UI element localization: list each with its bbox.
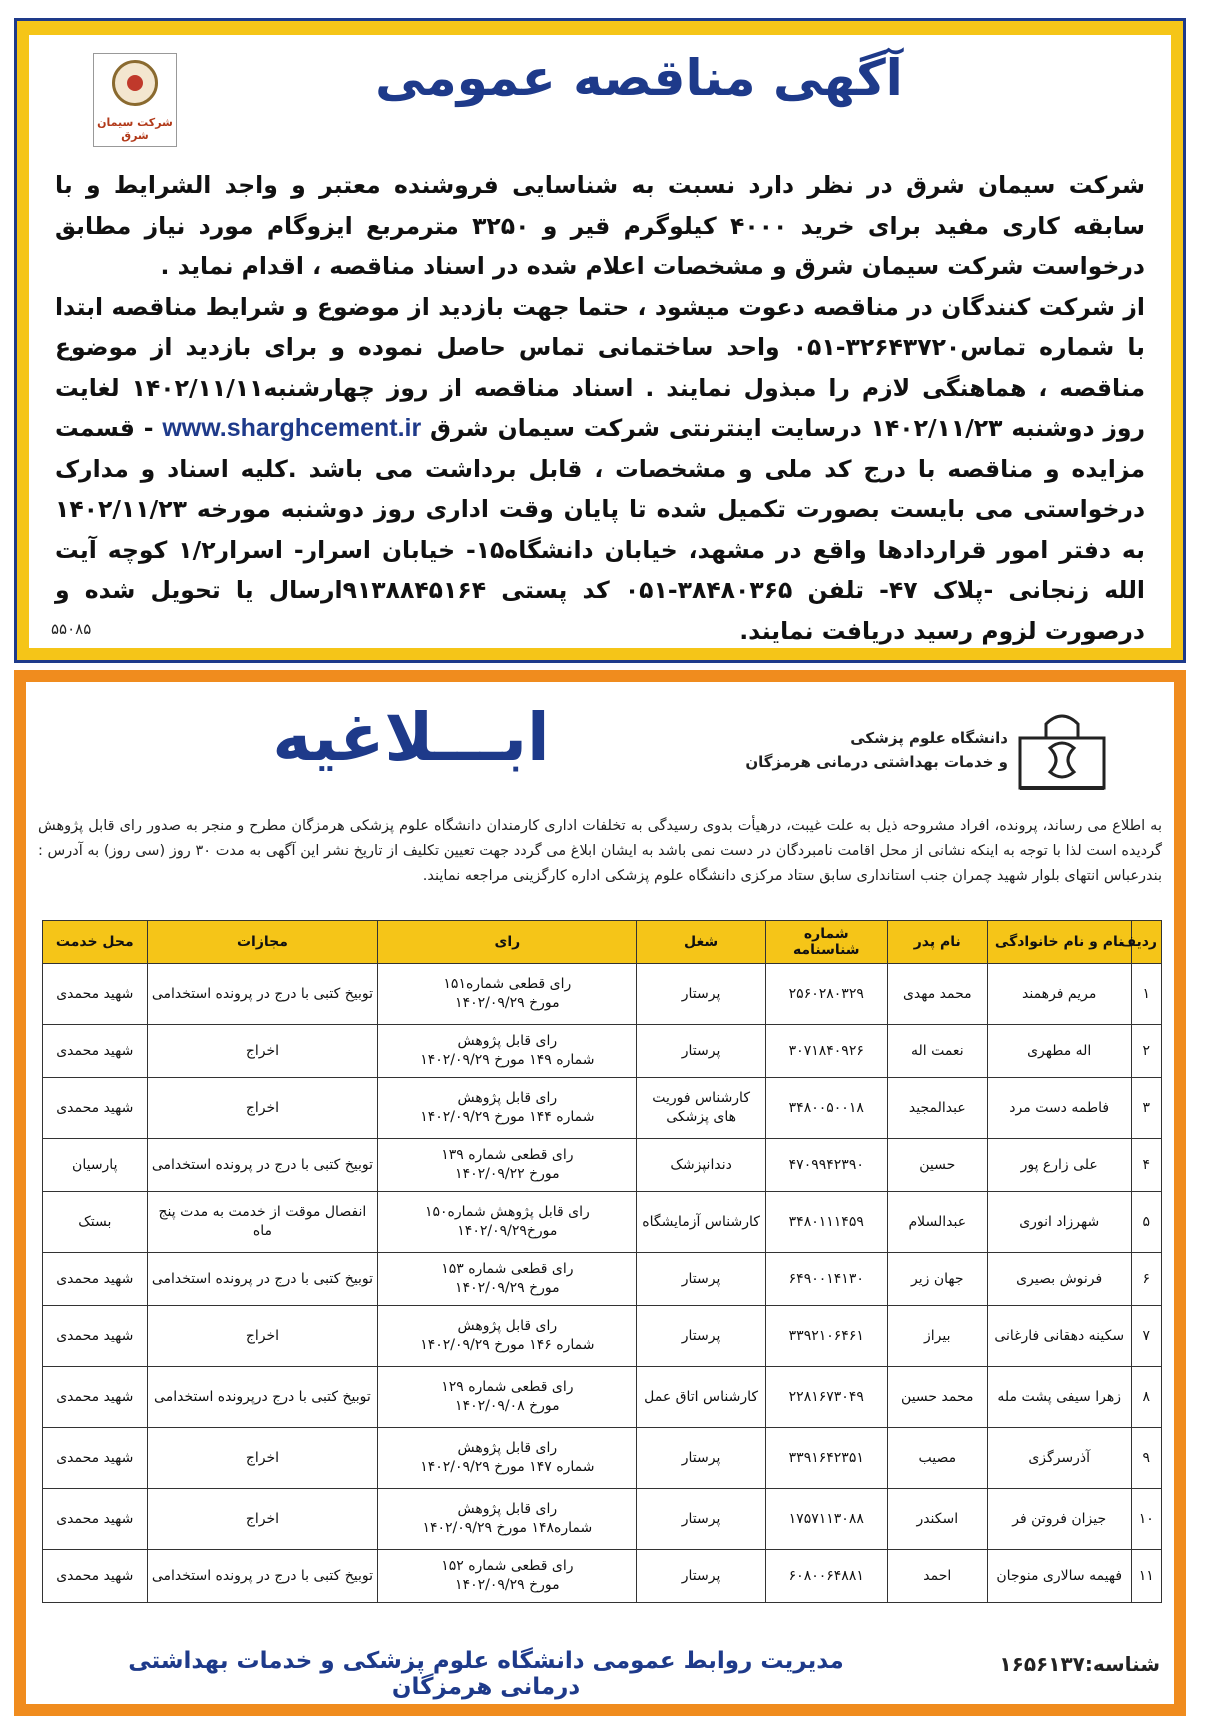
cell-name: علی زارع پور bbox=[987, 1139, 1131, 1192]
tender-paragraph-2b: - قسمت مزایده و مناقصه با درج کد ملی و مشخصات ، قابل برداشت می باشد .کلیه اسناد و مدارک درخواستی می بایست بصورت تکمیل شده تا پایان وقت اداری روز دوشنبه مورخه ۱۴۰۲/۱۱/۲۳ به دفتر امور قراردادها واقع در مشهد، خیابان دانشگاه۱۵- خیابان اسرار- اسرار۱/۲ کوچه آیت الله زنجانی -پلاک ۴۷- تلفن ۳۸۴۸۰۳۶۵-۰۵۱ کد پستی ۹۱۳۸۸۴۵۱۶۴ارسال یا تحویل شده و درصورت لزوم رسید دریافت نمایند. bbox=[55, 414, 1145, 645]
cell-row-number: ۱۱ bbox=[1131, 1550, 1161, 1603]
cell-row-number: ۵ bbox=[1131, 1192, 1161, 1253]
cell-place: شهید محمدی bbox=[43, 1489, 148, 1550]
table-header-row bbox=[43, 921, 1162, 964]
cell-id-number: ۱۷۵۷۱۱۳۰۸۸ bbox=[765, 1489, 887, 1550]
cell-penalty: اخراج bbox=[147, 1078, 378, 1139]
university-name-line2: و خدمات بهداشتی درمانی هرمزگان bbox=[745, 753, 1008, 771]
cell-name: اله مطهری bbox=[987, 1025, 1131, 1078]
cell-verdict bbox=[378, 1139, 637, 1192]
university-emblem-icon bbox=[1016, 708, 1108, 792]
disciplinary-table bbox=[42, 920, 1162, 1603]
verdict-line: شماره ۱۴۷ مورخ ۱۴۰۲/۰۹/۲۹ bbox=[420, 1459, 595, 1475]
cell-name: شهرزاد انوری bbox=[987, 1192, 1131, 1253]
cell-verdict bbox=[378, 964, 637, 1025]
cell-father: جهان زیر bbox=[887, 1253, 987, 1306]
notification-panel bbox=[26, 682, 1174, 1704]
cell-penalty: توبیخ کتبی با درج در پرونده استخدامی bbox=[147, 1550, 378, 1603]
notification-header bbox=[26, 682, 1174, 804]
verdict-line: رای قابل پژوهش bbox=[457, 1318, 558, 1334]
cell-name: آذرسرگزی bbox=[987, 1428, 1131, 1489]
cell-id-number: ۶۰۸۰۰۶۴۸۸۱ bbox=[765, 1550, 887, 1603]
cell-name: سکینه دهقانی فارغانی bbox=[987, 1306, 1131, 1367]
cell-job: پرستار bbox=[637, 1253, 765, 1306]
cell-id-number: ۳۰۷۱۸۴۰۹۲۶ bbox=[765, 1025, 887, 1078]
header-id-number: شماره شناسنامه bbox=[765, 921, 887, 964]
cell-place: شهید محمدی bbox=[43, 1428, 148, 1489]
tender-body bbox=[55, 165, 1145, 651]
cell-verdict bbox=[378, 1192, 637, 1253]
cell-job: پرستار bbox=[637, 964, 765, 1025]
cell-row-number: ۳ bbox=[1131, 1078, 1161, 1139]
header-job: شغل bbox=[637, 921, 765, 964]
tender-paragraph-2a: از شرکت کنندگان در مناقصه دعوت میشود ، حتما جهت بازدید از موضوع و شرایط مناقصه ابتدا با شماره تماس۳۲۶۴۳۷۲۰-۰۵۱ واحد ساختمانی تماس حاصل نموده و برای بازدید از موضوع مناقصه ، هماهنگی لازم را مبذول نمایند . اسناد مناقصه از روز چهارشنبه۱۴۰۲/۱۱/۱۱ لغایت روز دوشنبه ۱۴۰۲/۱۱/۲۳ درسایت اینترنتی شرکت سیمان شرق bbox=[55, 292, 1146, 442]
cell-name: جیزان فروتن فر bbox=[987, 1489, 1131, 1550]
cell-name: فهیمه سالاری منوجان bbox=[987, 1550, 1131, 1603]
verdict-line: مورخ ۱۴۰۲/۰۹/۲۹ bbox=[455, 1577, 560, 1593]
cell-verdict bbox=[378, 1428, 637, 1489]
verdict-line: رای قابل پژوهش bbox=[457, 1033, 558, 1049]
cell-father: محمد حسین bbox=[887, 1367, 987, 1428]
tender-notice bbox=[14, 18, 1186, 663]
cell-verdict bbox=[378, 1253, 637, 1306]
cell-place: شهید محمدی bbox=[43, 1367, 148, 1428]
cell-verdict bbox=[378, 1550, 637, 1603]
cell-penalty: اخراج bbox=[147, 1428, 378, 1489]
cell-place: شهید محمدی bbox=[43, 1078, 148, 1139]
cell-name: فاطمه دست مرد bbox=[987, 1078, 1131, 1139]
cell-verdict bbox=[378, 1078, 637, 1139]
cell-father: مصیب bbox=[887, 1428, 987, 1489]
cell-job: دندانپزشک bbox=[637, 1139, 765, 1192]
cell-row-number: ۴ bbox=[1131, 1139, 1161, 1192]
cell-place: شهید محمدی bbox=[43, 1306, 148, 1367]
cell-penalty: توبیخ کتبی با درج درپرونده استخدامی bbox=[147, 1367, 378, 1428]
cell-place: شهید محمدی bbox=[43, 1253, 148, 1306]
cell-father: محمد مهدی bbox=[887, 964, 987, 1025]
cell-id-number: ۳۴۸۰۰۵۰۰۱۸ bbox=[765, 1078, 887, 1139]
logo-caption: شرکت سیمان شرق bbox=[97, 116, 173, 142]
notification-notice bbox=[14, 670, 1186, 1716]
notice-code: ۵۵۰۸۵ bbox=[51, 620, 92, 638]
university-name-line1: دانشگاه علوم پزشکی bbox=[850, 729, 1008, 747]
table-body bbox=[43, 964, 1162, 1603]
verdict-line: رای قطعی شماره ۱۲۹ bbox=[441, 1379, 574, 1395]
tender-title: آگهی مناقصه عمومی bbox=[375, 49, 903, 107]
verdict-line: رای قطعی شماره ۱۳۹ bbox=[441, 1147, 574, 1163]
cell-father: بیراز bbox=[887, 1306, 987, 1367]
cell-penalty: انفصال موقت از خدمت به مدت پنج ماه bbox=[147, 1192, 378, 1253]
notification-intro: به اطلاع می رساند، پرونده، افراد مشروحه ذیل به علت غیبت، درهیأت بدوی رسیدگی به تخلفات اداری کارمندان دانشگاه علوم پزشکی هرمزگان مطرح و منجر به صدور رای قابل پژوهش گردیده است لذا با توجه به اینکه نشانی از محل اقامت نامبردگان در دست نمی باشد به ایشان ابلاغ می گردد جهت تعیین تکلیف از تاریخ نشر این آگهی به مدت ۳۰ روز (سی روز) به آدرس : بندرعباس انتهای بلوار شهید چمران جنب استانداری سابق ستاد مرکزی دانشگاه علوم پزشکی اداره کارگزینی مراجعه نمایند. bbox=[38, 818, 1162, 884]
cell-father: اسکندر bbox=[887, 1489, 987, 1550]
verdict-line: مورخ ۱۴۰۲/۰۹/۲۹ bbox=[455, 995, 560, 1011]
cell-place: شهید محمدی bbox=[43, 964, 148, 1025]
cell-id-number: ۳۴۸۰۱۱۱۴۵۹ bbox=[765, 1192, 887, 1253]
cell-place: شهید محمدی bbox=[43, 1550, 148, 1603]
cell-id-number: ۴۷۰۹۹۴۲۳۹۰ bbox=[765, 1139, 887, 1192]
header-father: نام پدر bbox=[887, 921, 987, 964]
header-verdict: رای bbox=[378, 921, 637, 964]
verdict-line: رای قابل پژوهش bbox=[457, 1440, 558, 1456]
cell-father: احمد bbox=[887, 1550, 987, 1603]
verdict-line: مورخ ۱۴۰۲/۰۹/۰۸ bbox=[455, 1398, 560, 1414]
table-row bbox=[43, 1367, 1162, 1428]
verdict-line: شماره ۱۴۴ مورخ ۱۴۰۲/۰۹/۲۹ bbox=[420, 1109, 595, 1125]
verdict-line: مورخ۱۴۰۲/۰۹/۲۹ bbox=[457, 1223, 558, 1239]
cell-row-number: ۸ bbox=[1131, 1367, 1161, 1428]
header-name: نام و نام خانوادگی bbox=[987, 921, 1131, 964]
cell-job: پرستار bbox=[637, 1489, 765, 1550]
cell-job: پرستار bbox=[637, 1428, 765, 1489]
cell-verdict bbox=[378, 1306, 637, 1367]
notice-id: شناسه:۱۶۵۶۱۳۷ bbox=[999, 1652, 1160, 1676]
cell-verdict bbox=[378, 1025, 637, 1078]
cell-father: نعمت اله bbox=[887, 1025, 987, 1078]
verdict-line: رای قطعی شماره۱۵۱ bbox=[443, 976, 572, 992]
verdict-line: رای قابل پژوهش bbox=[457, 1090, 558, 1106]
cell-name: مریم فرهمند bbox=[987, 964, 1131, 1025]
cell-job: پرستار bbox=[637, 1550, 765, 1603]
cell-penalty: اخراج bbox=[147, 1306, 378, 1367]
header-penalty: مجازات bbox=[147, 921, 378, 964]
cell-place: بستک bbox=[43, 1192, 148, 1253]
notification-footer bbox=[26, 1634, 1174, 1704]
table-row bbox=[43, 964, 1162, 1025]
cell-name: زهرا سیفی پشت مله bbox=[987, 1367, 1131, 1428]
cell-verdict bbox=[378, 1489, 637, 1550]
cell-row-number: ۶ bbox=[1131, 1253, 1161, 1306]
header-row-number: ردیف bbox=[1131, 921, 1161, 964]
verdict-line: شماره ۱۴۹ مورخ ۱۴۰۲/۰۹/۲۹ bbox=[420, 1052, 595, 1068]
university-name bbox=[726, 726, 1008, 774]
tender-notice-panel bbox=[29, 35, 1171, 648]
verdict-line: مورخ ۱۴۰۲/۰۹/۲۹ bbox=[455, 1280, 560, 1296]
cell-row-number: ۱۰ bbox=[1131, 1489, 1161, 1550]
tender-paragraph-1: شرکت سیمان شرق در نظر دارد نسبت به شناسایی فروشنده معتبر و واجد الشرایط و با سابقه کاری مفید برای خرید ۴۰۰۰ کیلوگرم قیر و ۳۲۵۰ مترمربع ایزوگام مورد نیاز مطابق درخواست شرکت سیمان شرق و مشخصات اعلام شده در اسناد مناقصه ، اقدام نماید . bbox=[55, 171, 1145, 280]
verdict-line: رای قابل پژوهش شماره۱۵۰ bbox=[424, 1204, 590, 1220]
cell-row-number: ۱ bbox=[1131, 964, 1161, 1025]
header-place: محل خدمت bbox=[43, 921, 148, 964]
table-row bbox=[43, 1025, 1162, 1078]
cell-penalty: توبیخ کتبی با درج در پرونده استخدامی bbox=[147, 1139, 378, 1192]
verdict-line: شماره۱۴۸ مورخ ۱۴۰۲/۰۹/۲۹ bbox=[422, 1520, 593, 1536]
cell-id-number: ۳۳۹۱۶۴۲۳۵۱ bbox=[765, 1428, 887, 1489]
cell-id-number: ۶۴۹۰۰۱۴۱۳۰ bbox=[765, 1253, 887, 1306]
cell-father: عبدالمجید bbox=[887, 1078, 987, 1139]
cell-penalty: توبیخ کتبی با درج در پرونده استخدامی bbox=[147, 964, 378, 1025]
cell-job: کارشناس فوریت های پزشکی bbox=[637, 1078, 765, 1139]
cell-id-number: ۲۵۶۰۲۸۰۳۲۹ bbox=[765, 964, 887, 1025]
cell-father: عبدالسلام bbox=[887, 1192, 987, 1253]
table-row bbox=[43, 1550, 1162, 1603]
cell-job: کارشناس آزمایشگاه bbox=[637, 1192, 765, 1253]
cell-id-number: ۲۲۸۱۶۷۳۰۴۹ bbox=[765, 1367, 887, 1428]
table-row bbox=[43, 1253, 1162, 1306]
notification-title: ابـــلاغیه bbox=[272, 699, 550, 776]
cell-id-number: ۳۳۹۲۱۰۶۴۶۱ bbox=[765, 1306, 887, 1367]
table-row bbox=[43, 1489, 1162, 1550]
table-row bbox=[43, 1139, 1162, 1192]
cell-penalty: اخراج bbox=[147, 1025, 378, 1078]
cell-verdict bbox=[378, 1367, 637, 1428]
cell-penalty: توبیخ کتبی با درج در پرونده استخدامی bbox=[147, 1253, 378, 1306]
cement-emblem-icon bbox=[112, 60, 158, 106]
cell-row-number: ۹ bbox=[1131, 1428, 1161, 1489]
cell-job: پرستار bbox=[637, 1306, 765, 1367]
website-link[interactable]: www.sharghcement.ir bbox=[162, 414, 422, 442]
cell-father: حسین bbox=[887, 1139, 987, 1192]
cell-row-number: ۷ bbox=[1131, 1306, 1161, 1367]
verdict-line: مورخ ۱۴۰۲/۰۹/۲۲ bbox=[455, 1166, 560, 1182]
table-row bbox=[43, 1428, 1162, 1489]
verdict-line: رای قطعی شماره ۱۵۳ bbox=[441, 1261, 574, 1277]
tender-paragraph-2 bbox=[55, 287, 1145, 652]
verdict-line: رای قطعی شماره ۱۵۲ bbox=[441, 1558, 574, 1574]
cell-name: فرنوش بصیری bbox=[987, 1253, 1131, 1306]
table-row bbox=[43, 1078, 1162, 1139]
verdict-line: رای قابل پژوهش bbox=[457, 1501, 558, 1517]
cell-row-number: ۲ bbox=[1131, 1025, 1161, 1078]
cell-place: شهید محمدی bbox=[43, 1025, 148, 1078]
table-row bbox=[43, 1192, 1162, 1253]
cell-job: کارشناس اتاق عمل bbox=[637, 1367, 765, 1428]
cell-job: پرستار bbox=[637, 1025, 765, 1078]
verdict-line: شماره ۱۴۶ مورخ ۱۴۰۲/۰۹/۲۹ bbox=[420, 1337, 595, 1353]
shargh-cement-logo bbox=[93, 53, 177, 147]
cell-penalty: اخراج bbox=[147, 1489, 378, 1550]
table-row bbox=[43, 1306, 1162, 1367]
footer-signature: مدیریت روابط عمومی دانشگاه علوم پزشکی و خدمات بهداشتی درمانی هرمزگان bbox=[128, 1648, 844, 1700]
cell-place: پارسیان bbox=[43, 1139, 148, 1192]
